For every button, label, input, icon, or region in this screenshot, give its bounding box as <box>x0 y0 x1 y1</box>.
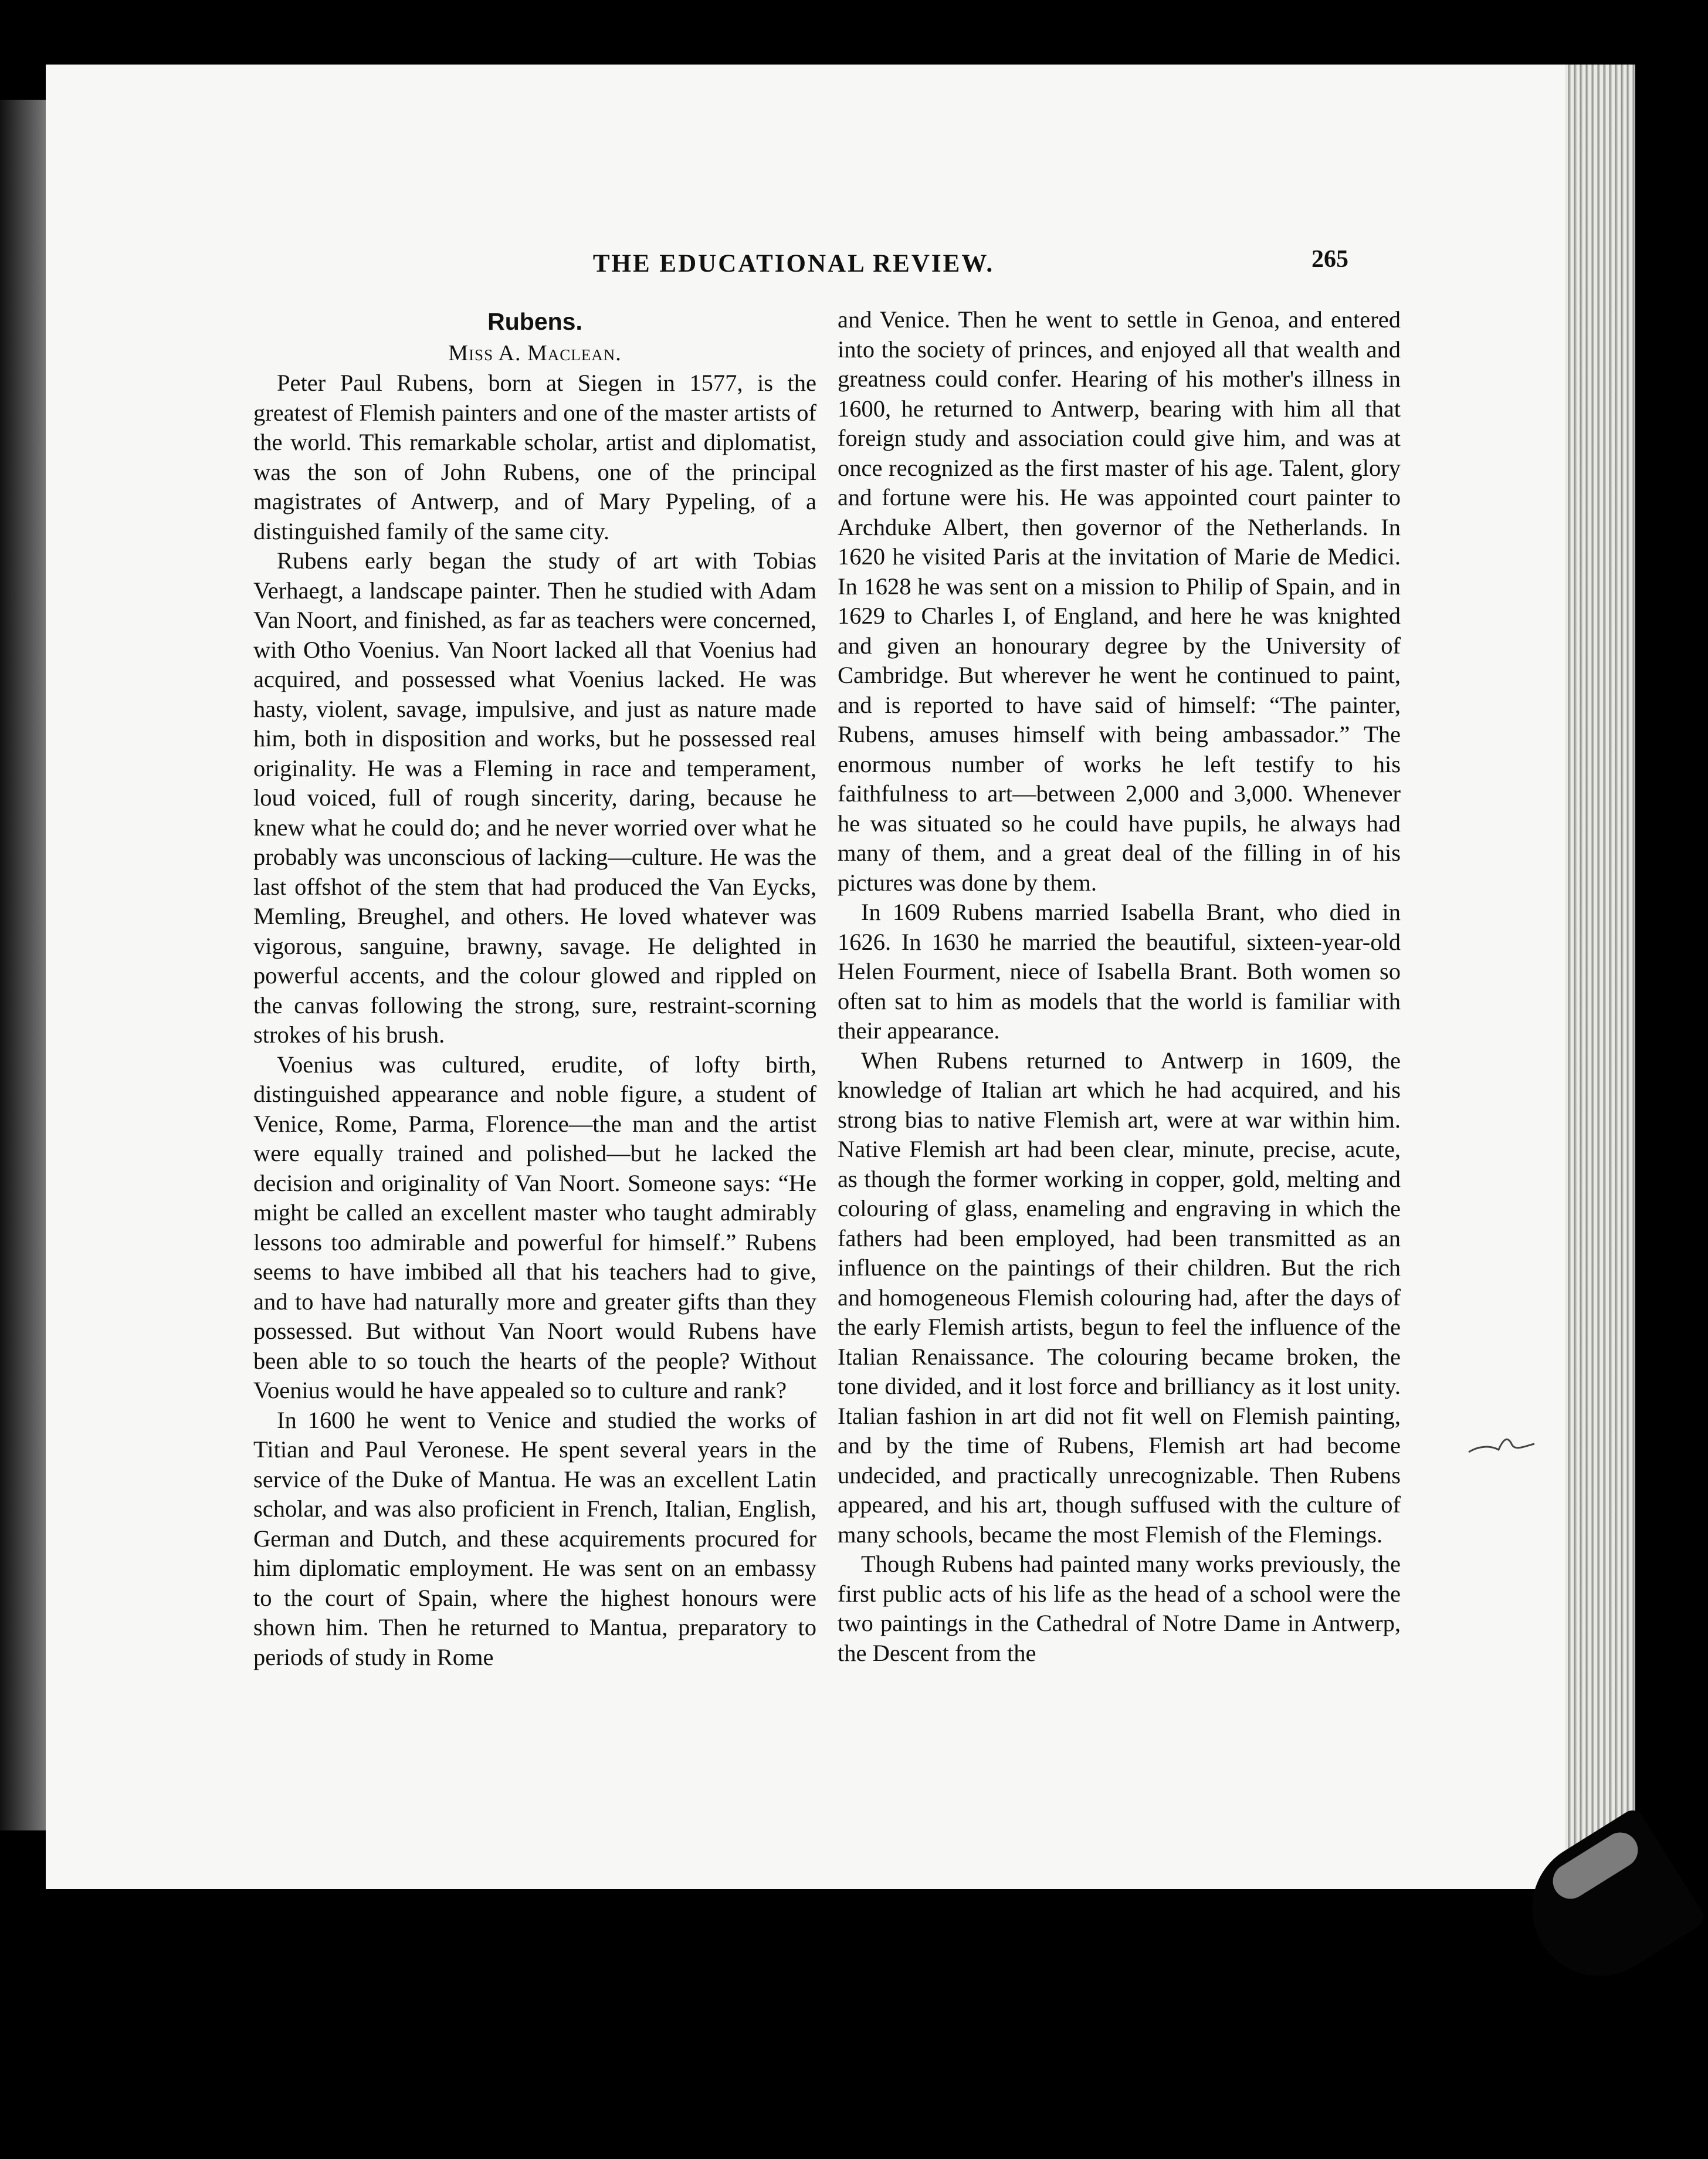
adjacent-page-edge <box>0 100 46 1830</box>
left-column <box>253 305 816 1672</box>
article-title: Rubens. <box>487 308 582 335</box>
running-header: THE EDUCATIONAL REVIEW. <box>592 250 995 278</box>
paragraph: Rubens early began the study of art with Tobias Verhaegt, a landscape painter. Then he studied with Adam Van Noort, and finished, as far as teachers were concerned, with Otho Voenius. Van Noort lacked all that Voenius had acquired, and possessed what Voenius lacked. He was hasty, violent, savage, impulsive, and just as nature made him, both in disposition and works, but he possessed real originality. He was a Fleming in race and temperament, loud voiced, full of rough sincerity, daring, because he knew what he could do; and he never worried over what he probably was unconscious of lacking—culture. He was the last offshot of the stem that had produced the Van Eycks, Memling, Breughel, and others. He loved whatever was vigorous, sanguine, brawny, savage. He delighted in powerful accents, and the colour glowed and rippled on the canvas following the strong, sure, restraint-scorning strokes of his brush. <box>253 547 816 1048</box>
paragraph: In 1600 he went to Venice and studied the works of Titian and Paul Veronese. He spent several years in the service of the Duke of Mantua. He was an excellent Latin scholar, and was also proficient in French, Italian, English, German and Dutch, and these acquirements procured for him diplomatic employment. He was sent on an embassy to the court of Spain, where the highest honours were shown him. Then he returned to Mantua, preparatory to periods of study in Rome <box>253 1406 816 1670</box>
page-stack-edge <box>1565 65 1635 1889</box>
right-column <box>838 305 1401 1668</box>
article-author: Miss A. Maclean. <box>448 341 622 366</box>
paragraph: Though Rubens had painted many works previously, the first public acts of his life as the head of a school were the two paintings in the Cathedral of Notre Dame in Antwerp, the Descent from the <box>838 1551 1401 1666</box>
page-number: 265 <box>1312 246 1348 273</box>
pencil-mark-icon <box>1466 1429 1537 1464</box>
paragraph: When Rubens returned to Antwerp in 1609, the knowledge of Italian art which he had acquired, and his strong bias to native Flemish art, were at war within him. Native Flemish art had been clear, minute, precise, acute, as though the former working in copper, gold, melting and colouring of glass, enameling and engraving in which the fathers had been employed, had been transmitted as an influence on the paintings of their children. But the rich and homogeneous Flemish colouring had, after the days of the early Flemish artists, begun to feel the influence of the Italian Renaissance. The colouring became broken, the tone divided, and it lost force and brilliancy as it lost unity. Italian fashion in art did not fit well on Flemish painting, and by the time of Rubens, Flemish art had become undecided, and practically unrecognizable. Then Rubens appeared, and his art, though suffused with the culture of many schools, became the most Flemish of the Flemings. <box>838 1047 1401 1548</box>
paragraph: In 1609 Rubens married Isabella Brant, who died in 1626. In 1630 he married the beautiful, sixteen-year-old Helen Fourment, niece of Isabella Brant. Both women so often sat to him as models that the world is familiar with their appearance. <box>838 899 1401 1044</box>
paragraph: Voenius was cultured, erudite, of lofty birth, distinguished appearance and noble figure, a student of Venice, Rome, Parma, Florence—the man and the artist were equally trained and polished—but he lacked the decision and originality of Van Noort. Someone says: “He might be called an excellent master who taught admirably lessons too admirable and powerful for himself.” Rubens seems to have imbibed all that his teachers had to give, and to have had naturally more and greater gifts than they possessed. But without Van Noort would Rubens have been able to so touch the hearts of the people? Without Voenius would he have appealed so to culture and rank? <box>253 1051 816 1403</box>
paragraph: Peter Paul Rubens, born at Siegen in 1577, is the greatest of Flemish painters and one of the master artists of the world. This remarkable scholar, artist and diplomatist, was the son of John Rubens, one of the principal magistrates of Antwerp, and of Mary Pypeling, of a distinguished family of the same city. <box>253 370 816 544</box>
paragraph: and Venice. Then he went to settle in Genoa, and entered into the society of princes, and enjoyed all that wealth and greatness could confer. Hearing of his mother's illness in 1600, he returned to Antwerp, bearing with him all that foreign study and association could give him, and was at once recognized as the first master of his age. Talent, glory and fortune were his. He was appointed court painter to Archduke Albert, then governor of the Netherlands. In 1620 he visited Paris at the invitation of Marie de Medici. In 1628 he was sent on a mission to Philip of Spain, and in 1629 to Charles I, of England, and here he was knighted and given an honourary degree by the University of Cambridge. But wherever he went he continued to paint, and is reported to have said of himself: “The painter, Rubens, amuses himself with being ambassador.” The enormous number of works he left testify to his faithfulness to art—between 2,000 and 3,000. Whenever he was situated so he could have pupils, he always had many of them, and a great deal of the filling in of his pictures was done by them. <box>838 306 1401 896</box>
